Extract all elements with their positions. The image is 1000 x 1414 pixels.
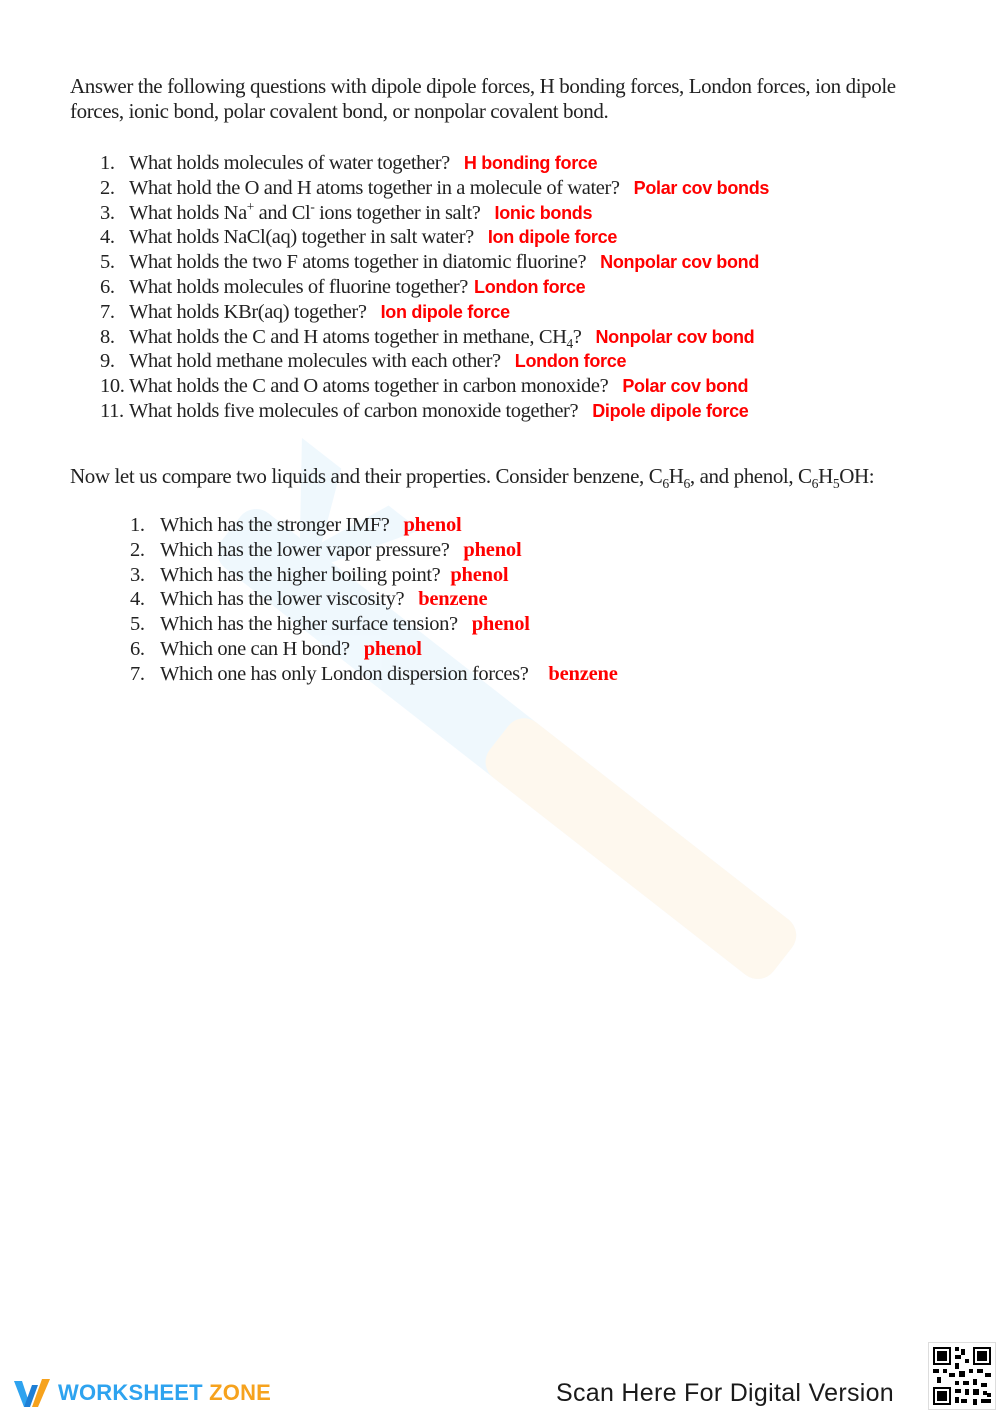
list-item: 2. Which has the lower vapor pressure? phenol — [130, 538, 522, 561]
list-item: 5. Which has the higher surface tension? phenol — [130, 613, 530, 636]
answer-text: Ion dipole force — [380, 301, 510, 322]
section-two-intro: Now let us compare two liquids and their properties. Consider benzene, $C_6H_6$, and phenol, $C_6H_5OH$: — [70, 464, 875, 492]
answer-text: London force — [514, 351, 627, 372]
answer-text: benzene — [548, 662, 618, 685]
instructions-paragraph: Answer the following questions with dipole dipole forces, H bonding forces, London forces, ion dipole forces, ionic bond, polar covalent bond, or nonpolar covalent bond. — [70, 74, 896, 123]
list-item: 4. What holds NaCl(aq) together in salt water? Ion dipole force — [100, 226, 618, 249]
answer-text: H bonding force — [463, 153, 598, 173]
list-item: 1. What holds molecules of water together? H bonding force — [100, 152, 598, 174]
answer-text: Nonpolar cov bond — [600, 252, 760, 273]
answer-text: Ion dipole force — [487, 227, 618, 248]
list-item: 8. What holds the C and H atoms together in methane, $CH_4$? Nonpolar cov bond — [100, 325, 755, 351]
list-item: 9. What hold methane molecules with each other? London force — [100, 350, 627, 373]
answer-text: phenol — [471, 613, 530, 636]
scan-caption: Scan Here For Digital Version — [556, 1379, 895, 1407]
list-item: 11. What holds five molecules of carbon monoxide together? Dipole dipole force — [100, 399, 749, 422]
list-item: 5. What holds the two F atoms together in diatomic fluorine? Nonpolar cov bond — [100, 251, 760, 274]
list-item: 7. Which one has only London dispersion forces? benzene — [130, 662, 618, 685]
answer-text: phenol — [363, 637, 422, 660]
logo-w-icon — [12, 1377, 52, 1409]
list-item: 6. What holds molecules of fluorine together? London force — [100, 275, 586, 298]
answer-text: Dipole dipole force — [592, 400, 749, 421]
answer-text: Polar cov bonds — [633, 177, 770, 198]
answer-text: phenol — [463, 538, 522, 561]
answer-text: phenol — [403, 514, 462, 536]
list-item: 10. What holds the C and O atoms together in carbon monoxide? Polar cov bond — [100, 375, 749, 398]
bond-questions-list — [100, 151, 769, 424]
list-item: 2. What hold the O and H atoms together in a molecule of water? Polar cov bonds — [100, 176, 770, 199]
list-item: 7. What holds KBr(aq) together? Ion dipole force — [100, 300, 510, 323]
answer-text: phenol — [450, 563, 509, 586]
list-item: 6. Which one can H bond? phenol — [130, 637, 422, 660]
qr-code-icon[interactable] — [928, 1342, 996, 1410]
liquid-comparison-list — [130, 513, 618, 687]
answer-text: London force — [474, 276, 586, 297]
list-item: 4. Which has the lower viscosity? benzene — [130, 588, 488, 611]
list-item: 3. Which has the higher boiling point? phenol — [130, 563, 509, 586]
worksheetzone-logo[interactable] — [12, 1375, 271, 1411]
list-item: 3. What holds Na+ and Cl- ions together in salt? Ionic bonds — [100, 198, 593, 224]
list-item: 1. Which has the stronger IMF? phenol — [130, 514, 462, 536]
answer-text: Ionic bonds — [494, 202, 593, 223]
answer-text: Polar cov bond — [622, 376, 749, 397]
answer-text: benzene — [418, 588, 488, 611]
answer-text: Nonpolar cov bond — [595, 326, 755, 347]
logo-wordmark: WORKSHEET ZONE — [58, 1380, 272, 1405]
